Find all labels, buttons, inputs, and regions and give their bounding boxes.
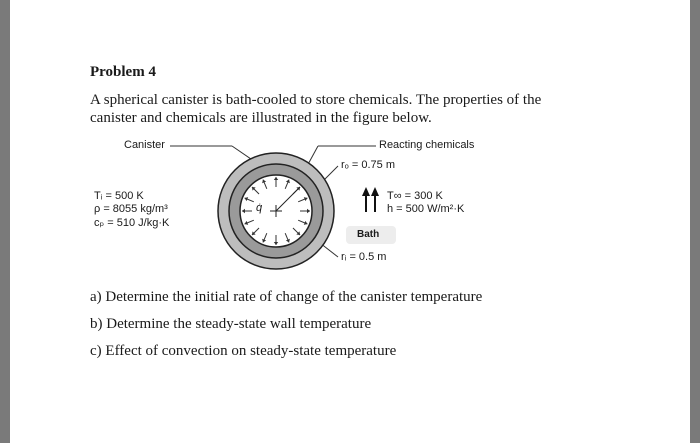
bath-temperature-label: T∞ = 300 K <box>387 190 443 202</box>
problem-title: Problem 4 <box>90 64 156 80</box>
bath-label: Bath <box>357 229 380 240</box>
density-label: ρ = 8055 kg/m³ <box>94 203 168 215</box>
inner-radius-label: rᵢ = 0.5 m <box>341 251 387 263</box>
question-c: c) Effect of convection on steady-state temperature <box>90 343 397 359</box>
question-a: a) Determine the initial rate of change of the canister temperature <box>90 289 483 305</box>
question-b: b) Determine the steady-state wall temperature <box>90 316 372 332</box>
intro-text-line-1: A spherical canister is bath-cooled to store chemicals. The properties of the <box>90 92 542 108</box>
specific-heat-label: cₚ = 510 J/kg·K <box>94 217 170 229</box>
canister-label: Canister <box>124 139 165 151</box>
convection-arrows <box>362 187 379 212</box>
intro-text-line-2: canister and chemicals are illustrated in the figure below. <box>90 110 432 126</box>
outer-radius-label: rₒ = 0.75 m <box>341 159 395 171</box>
heat-generation-label: q̇ <box>256 202 263 214</box>
reacting-chemicals-label: Reacting chemicals <box>379 139 475 151</box>
convection-coefficient-label: h = 500 W/m²·K <box>387 203 465 215</box>
initial-temperature-label: Tᵢ = 500 K <box>94 190 144 202</box>
